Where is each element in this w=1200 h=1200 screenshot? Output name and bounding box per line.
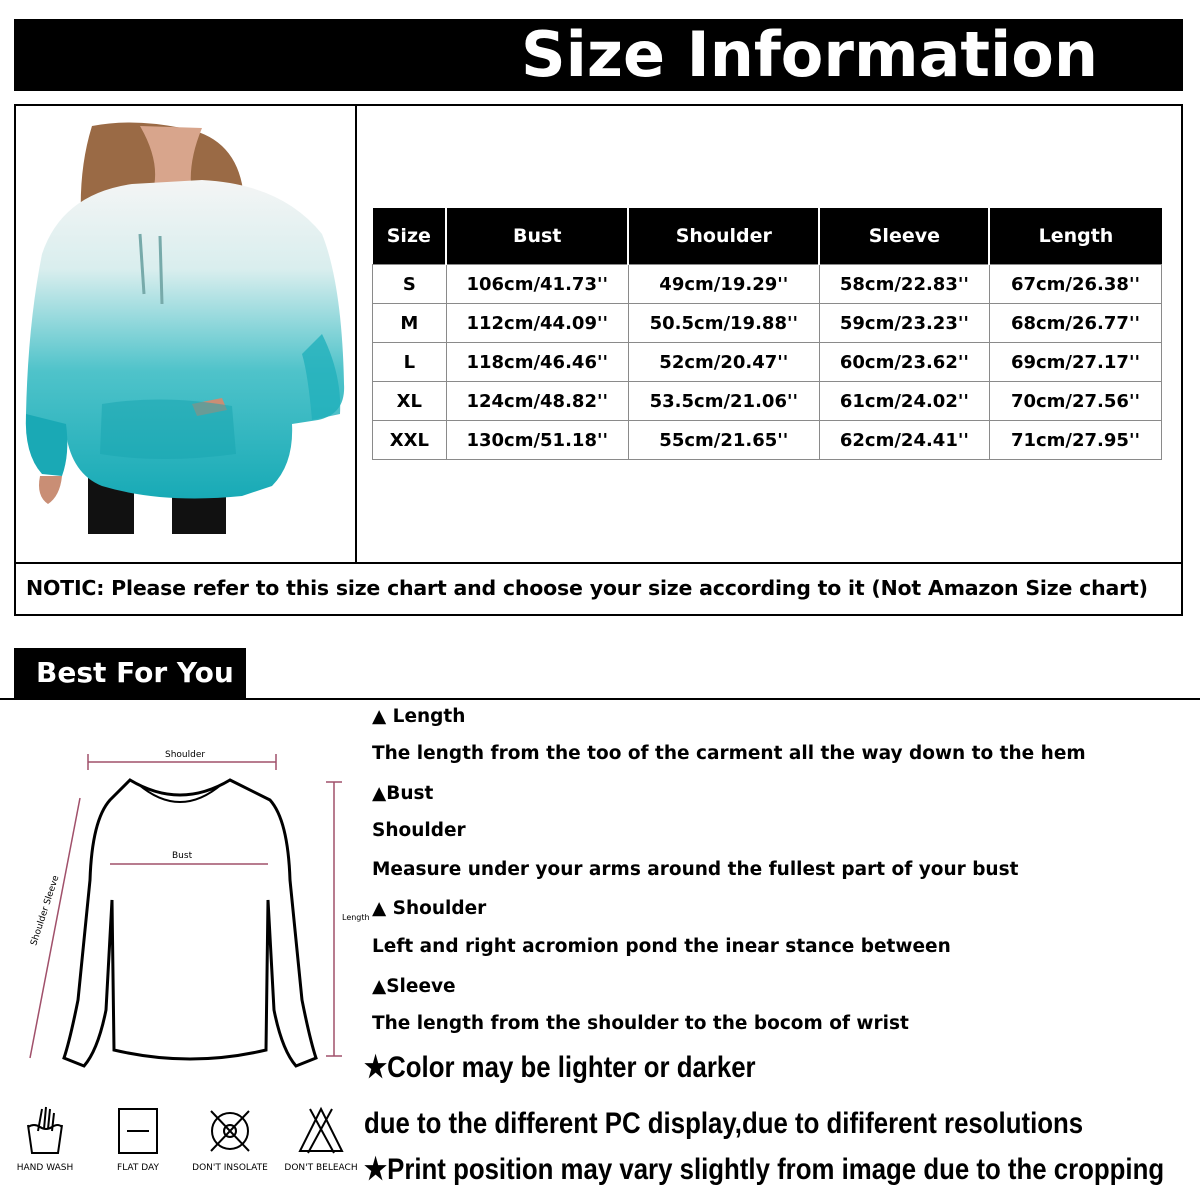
frame-divider [355, 104, 357, 563]
note-print-position: ★Print position may vary slightly from image due to the cropping [364, 1153, 1165, 1186]
care-label: HAND WASH [16, 1163, 74, 1173]
guide-heading-shoulder: ▲ Shoulder [372, 898, 487, 919]
diagram-label-shoulder-sleeve: Shoulder Sleeve [29, 874, 62, 947]
care-label: DON'T BELEACH [284, 1163, 358, 1173]
frame-divider [14, 562, 1183, 564]
table-cell: L [373, 343, 447, 382]
table-cell: 68cm/26.77'' [989, 304, 1161, 343]
guide-text: The length from the too of the carment all the way down to the hem [372, 743, 1086, 764]
column-header-bust: Bust [446, 208, 628, 265]
table-cell: 60cm/23.62'' [819, 343, 989, 382]
care-item-do-not-insolate [185, 1105, 275, 1173]
diagram-label-bust: Bust [172, 851, 193, 861]
table-cell: 118cm/46.46'' [446, 343, 628, 382]
column-header-sleeve: Sleeve [819, 208, 989, 265]
table-cell: 49cm/19.29'' [628, 265, 819, 304]
table-row [373, 304, 1162, 343]
table-cell: 62cm/24.41'' [819, 421, 989, 460]
guide-heading-bust: ▲Bust [372, 783, 434, 804]
note-display: due to the different PC display,due to dififerent resolutions [364, 1107, 1084, 1140]
table-cell: 50.5cm/19.88'' [628, 304, 819, 343]
guide-text: Shoulder [372, 820, 466, 841]
do-not-bleach-icon [296, 1105, 346, 1157]
diagram-label-shoulder: Shoulder [165, 750, 206, 760]
table-cell: 61cm/24.02'' [819, 382, 989, 421]
header-banner [14, 19, 1183, 91]
table-cell: XXL [373, 421, 447, 460]
table-cell: 69cm/27.17'' [989, 343, 1161, 382]
guide-text: The length from the shoulder to the bocom of wrist [372, 1013, 909, 1034]
table-cell: 67cm/26.38'' [989, 265, 1161, 304]
do-not-insolate-icon [205, 1105, 255, 1157]
table-cell: 130cm/51.18'' [446, 421, 628, 460]
table-cell: S [373, 265, 447, 304]
guide-text: Left and right acromion pond the inear stance between [372, 936, 951, 957]
guide-heading-length: ▲ Length [372, 706, 466, 727]
table-cell: 71cm/27.95'' [989, 421, 1161, 460]
table-cell: 106cm/41.73'' [446, 265, 628, 304]
flat-dry-icon [113, 1105, 163, 1157]
table-cell: M [373, 304, 447, 343]
table-cell: 70cm/27.56'' [989, 382, 1161, 421]
table-cell: XL [373, 382, 447, 421]
diagram-label-length: Length [342, 913, 370, 922]
page-title: Size Information [521, 18, 1099, 91]
care-item-flat-dry [93, 1105, 183, 1173]
section-divider [0, 698, 1200, 700]
section-tab [14, 648, 246, 699]
size-table [372, 208, 1162, 460]
table-cell: 124cm/48.82'' [446, 382, 628, 421]
table-cell: 53.5cm/21.06'' [628, 382, 819, 421]
table-row [373, 265, 1162, 304]
table-row [373, 382, 1162, 421]
sweater-measurement-diagram [20, 740, 370, 1070]
care-item-hand-wash [0, 1105, 90, 1173]
guide-text: Measure under your arms around the fullest part of your bust [372, 859, 1019, 880]
column-header-length: Length [989, 208, 1161, 265]
column-header-size: Size [373, 208, 447, 265]
section-title: Best For You [36, 656, 234, 689]
size-chart-notice: NOTIC: Please refer to this size chart and choose your size according to it (Not Amazon Size chart) [26, 576, 1148, 600]
guide-heading-sleeve: ▲Sleeve [372, 976, 456, 997]
column-header-shoulder: Shoulder [628, 208, 819, 265]
table-cell: 59cm/23.23'' [819, 304, 989, 343]
table-row [373, 343, 1162, 382]
care-label: FLAT DAY [117, 1163, 159, 1173]
table-header-row [373, 208, 1162, 265]
model-hoodie-photo [22, 124, 348, 534]
table-row [373, 421, 1162, 460]
table-cell: 52cm/20.47'' [628, 343, 819, 382]
care-label: DON'T INSOLATE [192, 1163, 268, 1173]
table-cell: 58cm/22.83'' [819, 265, 989, 304]
table-cell: 55cm/21.65'' [628, 421, 819, 460]
table-cell: 112cm/44.09'' [446, 304, 628, 343]
hand-wash-icon [20, 1105, 70, 1157]
note-color: ★Color may be lighter or darker [364, 1051, 756, 1084]
care-item-do-not-bleach [276, 1105, 366, 1173]
